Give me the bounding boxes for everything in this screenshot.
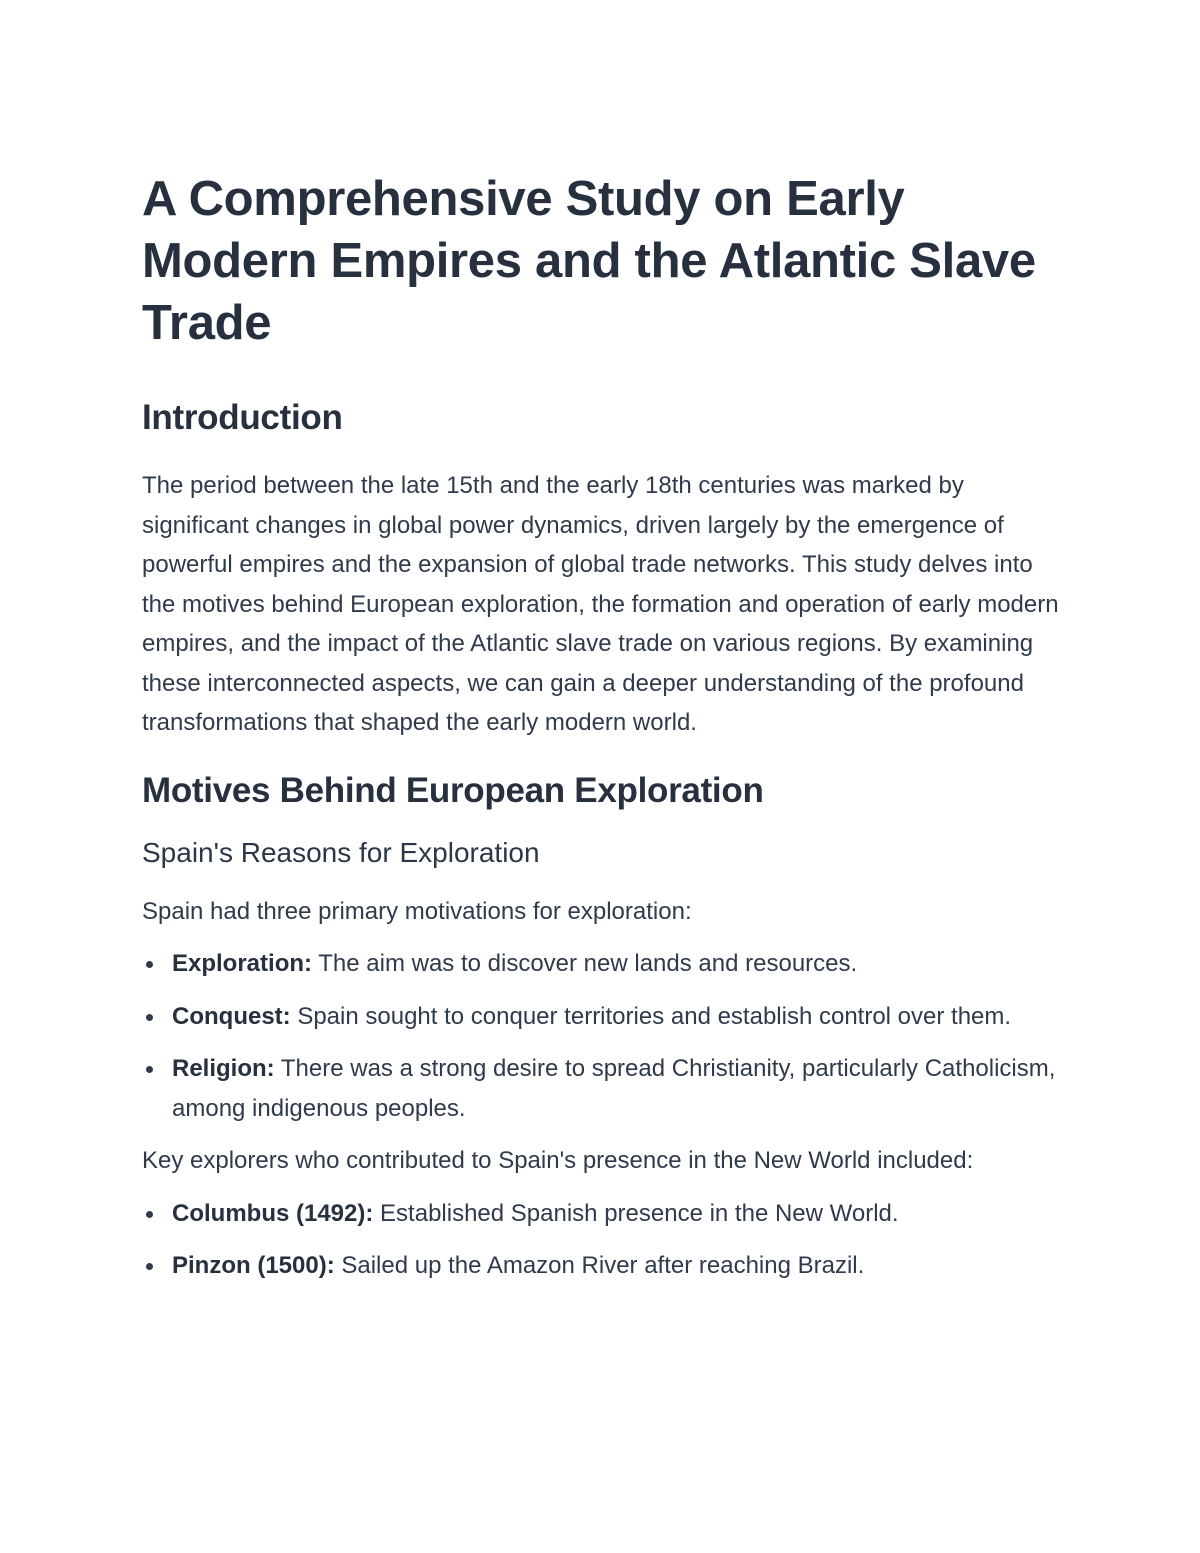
motivation-term: Exploration: (172, 950, 313, 977)
motivation-text: The aim was to discover new lands and resources. (312, 950, 858, 977)
introduction-heading: Introduction (142, 398, 343, 437)
motivation-term: Religion: (172, 1055, 275, 1082)
explorers-intro-paragraph: Key explorers who contributed to Spain's presence in the New World included: (142, 1147, 974, 1174)
motivation-text: There was a strong desire to spread Christianity, particularly Catholicism, among indigenous peoples. (172, 1055, 1056, 1122)
list-item (142, 997, 1062, 1037)
spain-intro-paragraph: Spain had three primary motivations for exploration: (142, 897, 692, 925)
list-item (142, 1194, 1062, 1234)
list-item (142, 944, 1062, 984)
explorer-term: Columbus (1492): (172, 1199, 374, 1227)
introduction-paragraph: The period between the late 15th and the early 18th centuries was marked by significant changes in global power dynamics, driven largely by the emergence of powerful empires and the expansion of global trade networks. This study delves into the motives behind European exploration, the formation and operation of early modern empires, and the impact of the Atlantic slave trade on various regions. By examining these interconnected aspects, we can gain a deeper understanding of the profound transformations that shaped the early modern world. (142, 472, 1059, 736)
spain-reasons-heading: Spain's Reasons for Exploration (142, 836, 540, 868)
document-title: A Comprehensive Study on Early Modern Empires and the Atlantic Slave Trade (142, 172, 1036, 350)
motivation-text: Spain sought to conquer territories and establish control over them. (290, 1002, 1012, 1030)
list-item (142, 1246, 1062, 1286)
explorers-list (142, 1194, 1062, 1286)
motives-heading: Motives Behind European Exploration (142, 770, 764, 810)
explorer-term: Pinzon (1500): (172, 1252, 335, 1279)
explorer-text: Established Spanish presence in the New World. (373, 1199, 899, 1227)
list-item (142, 1049, 1062, 1128)
explorer-text: Sailed up the Amazon River after reaching Brazil. (334, 1252, 865, 1279)
motivations-list (142, 944, 1062, 1128)
motivation-term: Conquest: (172, 1002, 291, 1030)
document-page (142, 168, 1062, 1299)
